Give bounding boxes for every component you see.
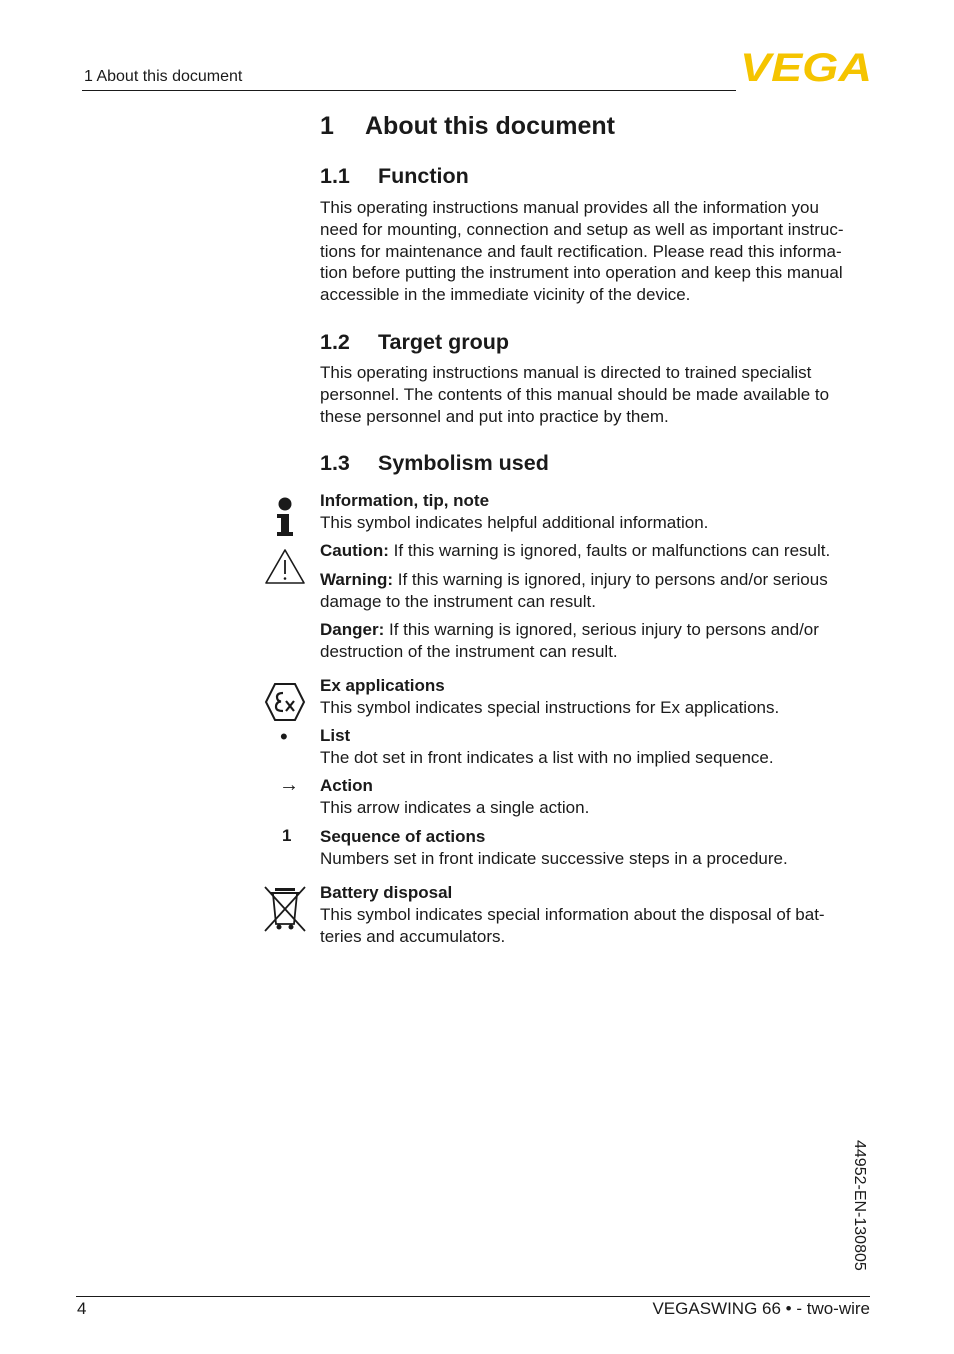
text-line: This operating instructions manual is directed to trained specialist: [320, 363, 812, 382]
section-title: Function: [378, 164, 469, 188]
section-number: 1.3: [320, 451, 350, 475]
ex-text: This symbol indicates special instructions for Ex applications.: [320, 697, 780, 717]
section-heading-function: [320, 164, 469, 189]
text-line: This operating instructions manual provides all the information you: [320, 198, 819, 217]
sequence-title: Sequence of actions: [320, 827, 486, 846]
battery-text: This symbol indicates special information about the disposal of bat-: [320, 904, 825, 924]
battery-text-cont: teries and accumulators.: [320, 926, 506, 946]
section-title: Target group: [378, 330, 509, 354]
sequence-number-marker: 1: [282, 826, 292, 845]
info-icon: [274, 496, 296, 538]
text-line: these personnel and put into practice by them.: [320, 406, 669, 426]
caution-label: Caution:: [320, 541, 389, 560]
caution-block: [320, 540, 880, 562]
danger-text: If this warning is ignored, serious injury to persons and/or: [388, 620, 819, 639]
info-block: [320, 490, 880, 534]
sequence-text: Numbers set in front indicate successive steps in a procedure.: [320, 848, 788, 868]
ex-icon: [264, 682, 306, 722]
danger-text-cont: destruction of the instrument can result.: [320, 641, 618, 661]
list-text: The dot set in front indicates a list with no implied sequence.: [320, 747, 774, 767]
section-number: 1.2: [320, 330, 350, 354]
list-block: [320, 725, 880, 769]
footer-rule: [76, 1296, 870, 1297]
info-text: This symbol indicates helpful additional information.: [320, 512, 709, 532]
caution-text: If this warning is ignored, faults or malfunctions can result.: [393, 541, 831, 560]
arrow-right-icon: →: [279, 774, 299, 796]
chapter-number: 1: [320, 112, 334, 140]
action-title: Action: [320, 776, 373, 795]
text-line: personnel. The contents of this manual should be made available to: [320, 384, 830, 404]
text-line: tions for maintenance and fault rectification. Please read this informa-: [320, 241, 842, 261]
page-number: 4: [77, 1299, 87, 1318]
action-block: [320, 775, 880, 819]
warning-triangle-icon: [264, 548, 306, 586]
warning-label: Warning:: [320, 570, 394, 589]
function-paragraph: [320, 197, 880, 306]
list-title: List: [320, 726, 351, 745]
crossed-bin-icon: [262, 884, 308, 934]
battery-block: [320, 882, 880, 947]
running-header: 1 About this document: [84, 68, 243, 85]
ex-block: [320, 675, 880, 719]
bullet-icon: •: [280, 724, 288, 749]
battery-title: Battery disposal: [320, 883, 453, 902]
text-line: accessible in the immediate vicinity of the device.: [320, 285, 691, 305]
sequence-block: [320, 826, 880, 870]
warning-block: [320, 569, 880, 613]
warning-text: If this warning is ignored, injury to persons and/or serious: [397, 570, 828, 589]
chapter-heading: [320, 112, 615, 141]
danger-label: Danger:: [320, 620, 385, 639]
section-title: Symbolism used: [378, 451, 549, 475]
header-rule: [82, 90, 736, 91]
ex-title: Ex applications: [320, 676, 445, 695]
target-group-paragraph: [320, 362, 880, 427]
chapter-title: About this document: [365, 112, 615, 140]
product-name: VEGASWING 66 • - two-wire: [652, 1299, 870, 1318]
action-text: This arrow indicates a single action.: [320, 797, 590, 817]
text-line: tion before putting the instrument into operation and keep this manual: [320, 263, 843, 283]
section-heading-symbolism: [320, 451, 549, 476]
section-number: 1.1: [320, 164, 350, 188]
vega-logo-text: VEGA: [740, 50, 872, 84]
warning-text-cont: damage to the instrument can result.: [320, 591, 596, 611]
section-heading-target-group: [320, 330, 509, 355]
text-line: need for mounting, connection and setup as well as important instruc-: [320, 219, 844, 239]
danger-block: [320, 619, 880, 663]
info-title: Information, tip, note: [320, 491, 490, 510]
document-code: 44952-EN-130805: [851, 1140, 868, 1271]
vega-logo: [740, 50, 874, 84]
